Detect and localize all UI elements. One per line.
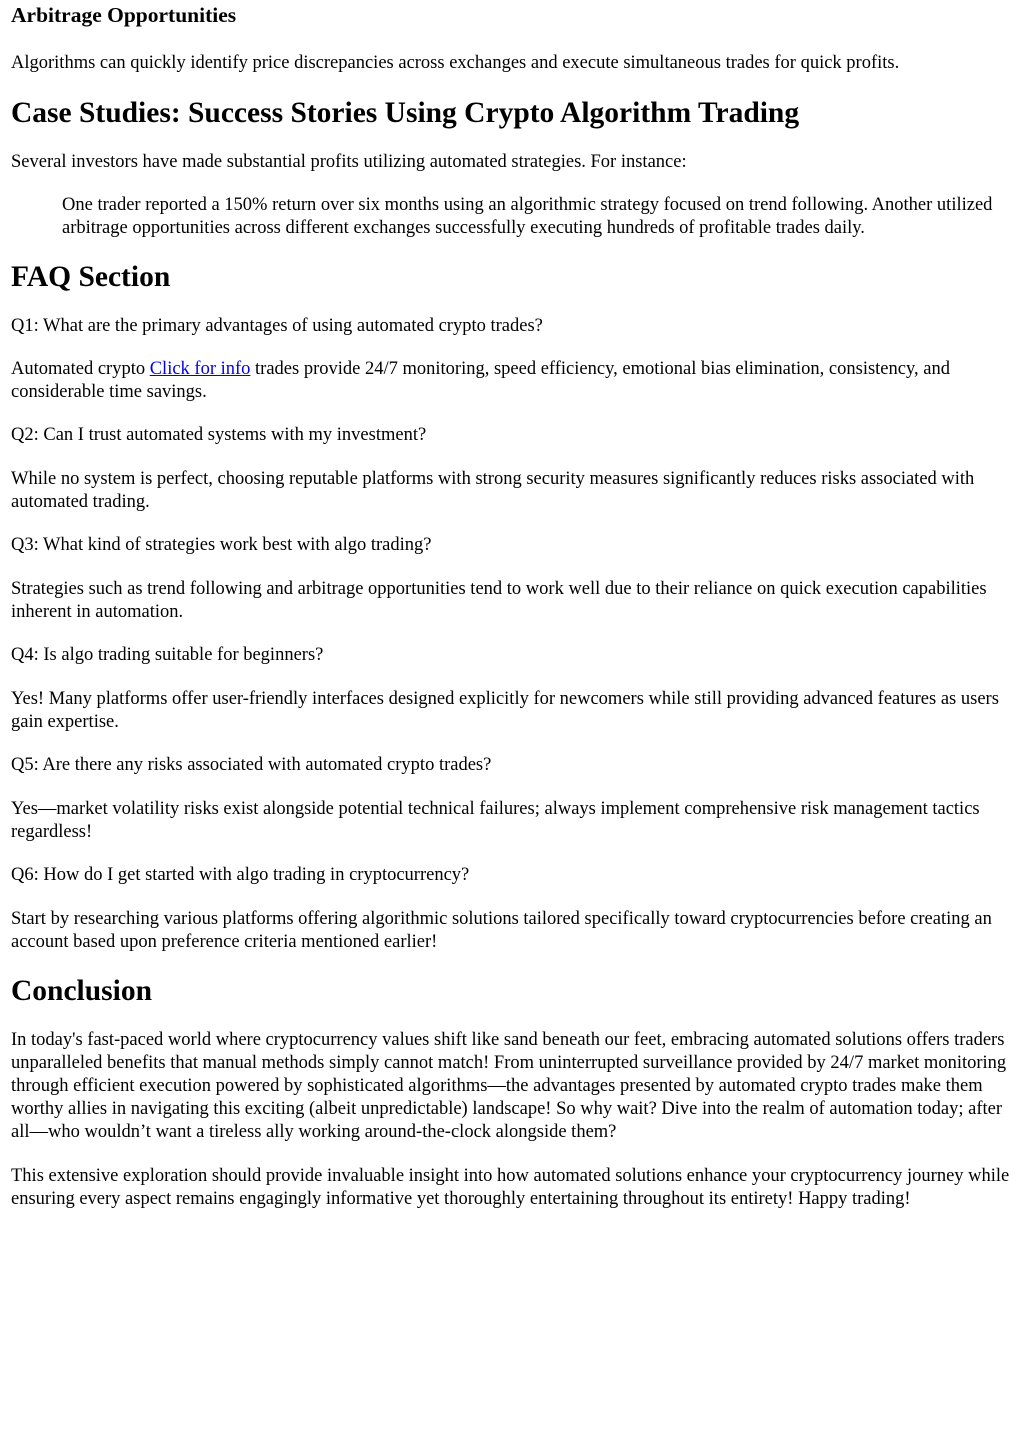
faq-answer-3: Strategies such as trend following and arbitrage opportunities tend to work well due to their reliance on quick execution capabilities inherent in automation. — [11, 579, 987, 622]
faq-answer-4: Yes! Many platforms offer user-friendly interfaces designed explicitly for newcomers while still providing advanced features as users gain expertise. — [11, 689, 999, 732]
faq-heading: FAQ Section — [11, 261, 171, 293]
faq-answer-2: While no system is perfect, choosing reputable platforms with strong security measures significantly reduces risks associated with automated trading. — [11, 469, 975, 512]
faq-question-1: Q1: What are the primary advantages of using automated crypto trades? — [11, 316, 543, 336]
arbitrage-text: Algorithms can quickly identify price discrepancies across exchanges and execute simultaneous trades for quick profits. — [11, 53, 900, 73]
conclusion-heading: Conclusion — [11, 975, 152, 1007]
faq-question-3: Q3: What kind of strategies work best with algo trading? — [11, 535, 432, 555]
faq-question-2: Q2: Can I trust automated systems with my investment? — [11, 425, 427, 445]
arbitrage-heading: Arbitrage Opportunities — [11, 3, 237, 27]
faq-answer-5: Yes—market volatility risks exist alongside potential technical failures; always implement comprehensive risk management tactics regardless! — [11, 799, 980, 842]
click-for-info-link[interactable]: Click for info — [149, 359, 251, 379]
faq-answer-1-start: Automated crypto — [11, 359, 150, 379]
faq-answer-1-end: trades provide 24/7 monitoring, speed efficiency, emotional bias elimination, consistency, and considerable time savings. — [11, 359, 950, 402]
conclusion-paragraph-1: In today's fast-paced world where cryptocurrency values shift like sand beneath our feet, embracing automated solutions offers traders unparalleled benefits that manual methods simply cannot match! From uninterrupted surveillance provided by 24/7 market monitoring through efficient execution powered by sophisticated algorithms—the advantages presented by automated crypto trades make them worthy allies in navigating this exciting (albeit unpredictable) landscape! So why wait? Dive into the realm of automation today; after all—who wouldn’t want a tireless ally working around-the-clock alongside them? — [11, 1030, 1007, 1142]
case-studies-intro: Several investors have made substantial profits utilizing automated strategies. For instance: — [11, 152, 687, 172]
faq-answer-1 — [11, 358, 1015, 404]
case-studies-quote: One trader reported a 150% return over six months using an algorithmic strategy focused on trend following. Another utilized arbitrage opportunities across different exchanges successfully executing hundreds of profitable trades daily. — [62, 195, 993, 238]
faq-question-4: Q4: Is algo trading suitable for beginners? — [11, 645, 324, 665]
faq-question-6: Q6: How do I get started with algo trading in cryptocurrency? — [11, 865, 470, 885]
conclusion-paragraph-2: This extensive exploration should provide invaluable insight into how automated solutions enhance your cryptocurrency journey while ensuring every aspect remains engagingly informative yet thoroughly entertaining throughout its entirety! Happy trading! — [11, 1166, 1010, 1209]
faq-answer-6: Start by researching various platforms offering algorithmic solutions tailored specifically toward cryptocurrencies before creating an account based upon preference criteria mentioned earlier! — [11, 909, 992, 952]
faq-question-5: Q5: Are there any risks associated with automated crypto trades? — [11, 755, 492, 775]
case-studies-heading: Case Studies: Success Stories Using Crypto Algorithm Trading — [11, 97, 800, 129]
